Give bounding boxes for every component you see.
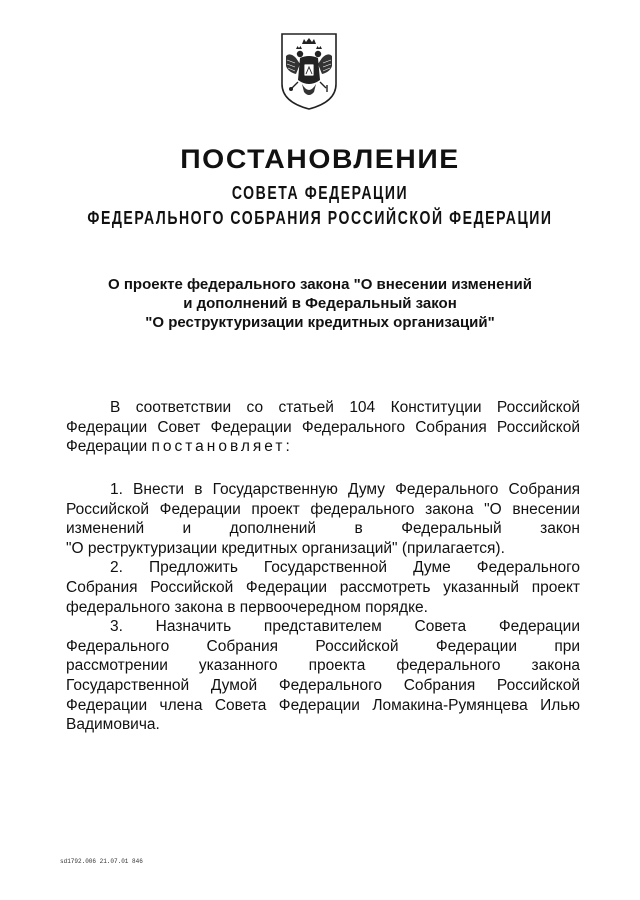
item-line: Федерации члена Совета Федерации Ломакина-Румянцева Илью xyxy=(66,696,580,714)
item-line: 2. Предложить Государственной Думе Федерального xyxy=(110,559,580,577)
subject-line: и дополнений в Федеральный закон xyxy=(183,295,457,312)
item-line: Государственной Думой Федерального Собрания Российской xyxy=(66,676,580,694)
item-line: "О реструктуризации кредитных организаций" (прилагается). xyxy=(66,539,505,557)
subject-line: О проекте федерального закона "О внесении изменений xyxy=(108,276,532,293)
decree-item-1 xyxy=(66,480,580,558)
item-line: Вадимовича. xyxy=(66,716,160,734)
preamble-decree-word: постановляет: xyxy=(151,438,293,456)
item-line: рассмотрении указанного проекта федерального закона xyxy=(66,657,580,675)
decree-item-2 xyxy=(66,558,580,617)
document-subject xyxy=(60,275,580,332)
issuer-line-1: СОВЕТА ФЕДЕРАЦИИ xyxy=(231,183,409,203)
coat-of-arms-emblem xyxy=(278,30,340,112)
preamble-prefix: Федерации xyxy=(66,438,148,456)
document-code: sd1792.006 21.07.01 846 xyxy=(60,858,143,865)
item-line: Собрания Российской Федерации рассмотреть указанный проект xyxy=(66,578,580,596)
item-line: 3. Назначить представителем Совета Федерации xyxy=(110,618,580,636)
issuer-line-2: ФЕДЕРАЛЬНОГО СОБРАНИЯ РОССИЙСКОЙ ФЕДЕРАЦИИ xyxy=(87,208,553,228)
preamble-line xyxy=(66,437,580,457)
item-line: Российской Федерации проект федерального закона "О внесении xyxy=(66,500,580,518)
preamble-line: В соответствии со статьей 104 Конституции Российской xyxy=(110,399,580,416)
decree-items xyxy=(66,480,580,735)
document-title: ПОСТАНОВЛЕНИЕ xyxy=(180,144,460,174)
preamble-paragraph xyxy=(66,398,580,457)
decree-item-3 xyxy=(66,617,580,735)
item-line: федерального закона в первоочередном порядке. xyxy=(66,598,428,616)
russian-coat-of-arms-icon xyxy=(278,30,340,112)
item-line: 1. Внести в Государственную Думу Федерального Собрания xyxy=(110,481,580,498)
preamble-line: Федерации Совет Федерации Федерального Собрания Российской xyxy=(66,418,580,436)
subject-line: "О реструктуризации кредитных организаций" xyxy=(145,314,495,331)
item-line: изменений и дополнений в Федеральный закон xyxy=(66,520,580,538)
item-line: Федерального Собрания Российской Федерации при xyxy=(66,637,580,655)
